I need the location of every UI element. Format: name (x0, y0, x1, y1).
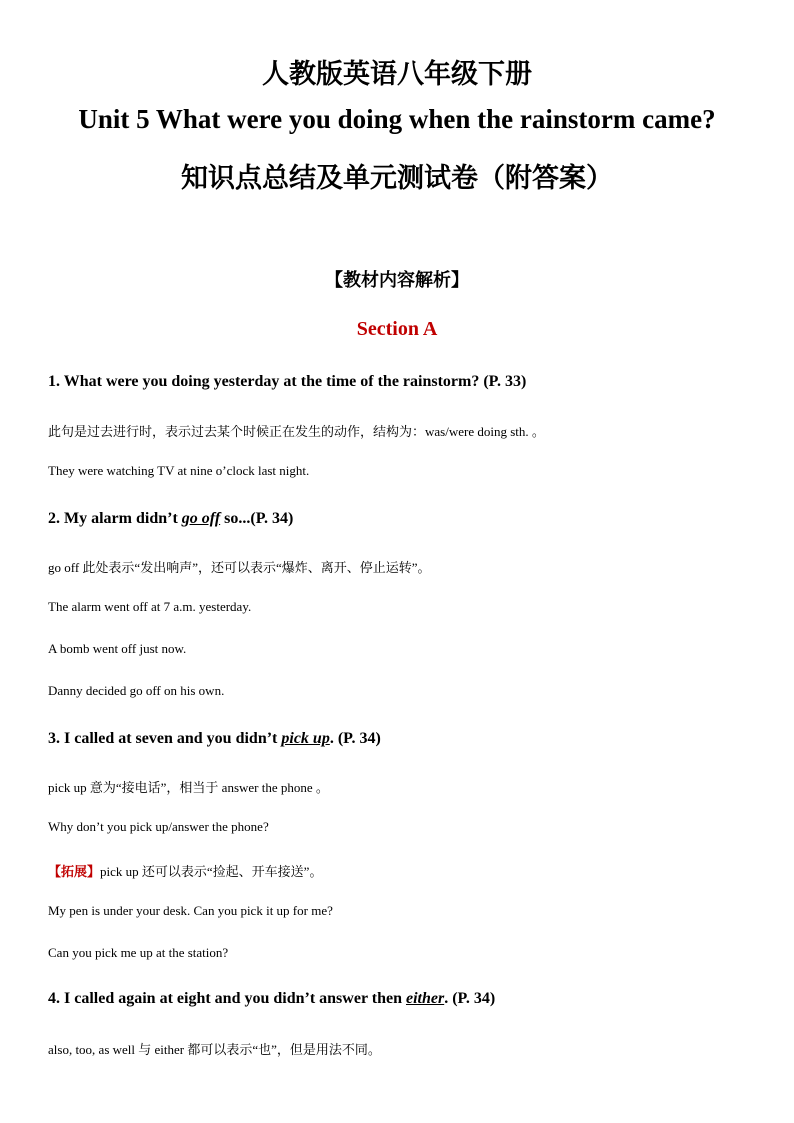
paragraph-2: go off 此处表示“发出响声”，还可以表示“爆炸、离开、停止运转”。 (48, 560, 431, 575)
document-title-unit: Unit 5 What were you doing when the rainstorm came? (78, 104, 716, 134)
question-2-post: so...(P. 34) (220, 510, 294, 527)
question-3-pre: 3. I called at seven and you didn’t (48, 730, 282, 747)
document-title-cn: 人教版英语八年级下册 (262, 59, 532, 90)
question-4 (48, 990, 495, 1008)
section-a-heading: Section A (356, 318, 438, 340)
question-1: 1. What were you doing yesterday at the time of the rainstorm? (P. 33) (48, 373, 527, 390)
extension-note (48, 861, 322, 880)
question-3-post: . (P. 34) (329, 730, 381, 747)
question-4-post: . (P. 34) (444, 990, 496, 1007)
document-subtitle: 知识点总结及单元测试卷（附答案） (181, 163, 613, 194)
extension-tag: 【拓展】 (48, 864, 101, 879)
question-3 (48, 730, 381, 748)
question-2-pre: 2. My alarm didn’t (48, 510, 182, 527)
question-4-phrase: either (405, 990, 445, 1007)
example-1: They were watching TV at nine o’clock last night. (48, 463, 310, 478)
example-5: Why don’t you pick up/answer the phone? (48, 819, 269, 834)
question-3-phrase: pick up (281, 730, 330, 747)
question-4-pre: 4. I called again at eight and you didn’t answer then (48, 990, 406, 1007)
paragraph-1: 此句是过去进行时，表示过去某个时候正在发生的动作，结构为：was/were doing sth. 。 (48, 424, 545, 439)
section-heading: 【教材内容解析】 (325, 270, 469, 291)
extension-text: pick up 还可以表示“捡起、开车接送”。 (100, 864, 323, 879)
example-2: The alarm went off at 7 a.m. yesterday. (48, 599, 252, 614)
example-4: Danny decided go off on his own. (48, 683, 225, 698)
example-7: Can you pick me up at the station? (48, 945, 229, 960)
question-2 (48, 510, 293, 528)
example-6: My pen is under your desk. Can you pick it up for me? (48, 903, 333, 918)
example-3: A bomb went off just now. (48, 641, 187, 656)
question-2-phrase: go off (181, 510, 221, 527)
paragraph-3: pick up 意为“接电话”，相当于 answer the phone 。 (48, 780, 329, 795)
paragraph-4: also, too, as well 与 either 都可以表示“也”，但是用法不同。 (48, 1042, 381, 1057)
